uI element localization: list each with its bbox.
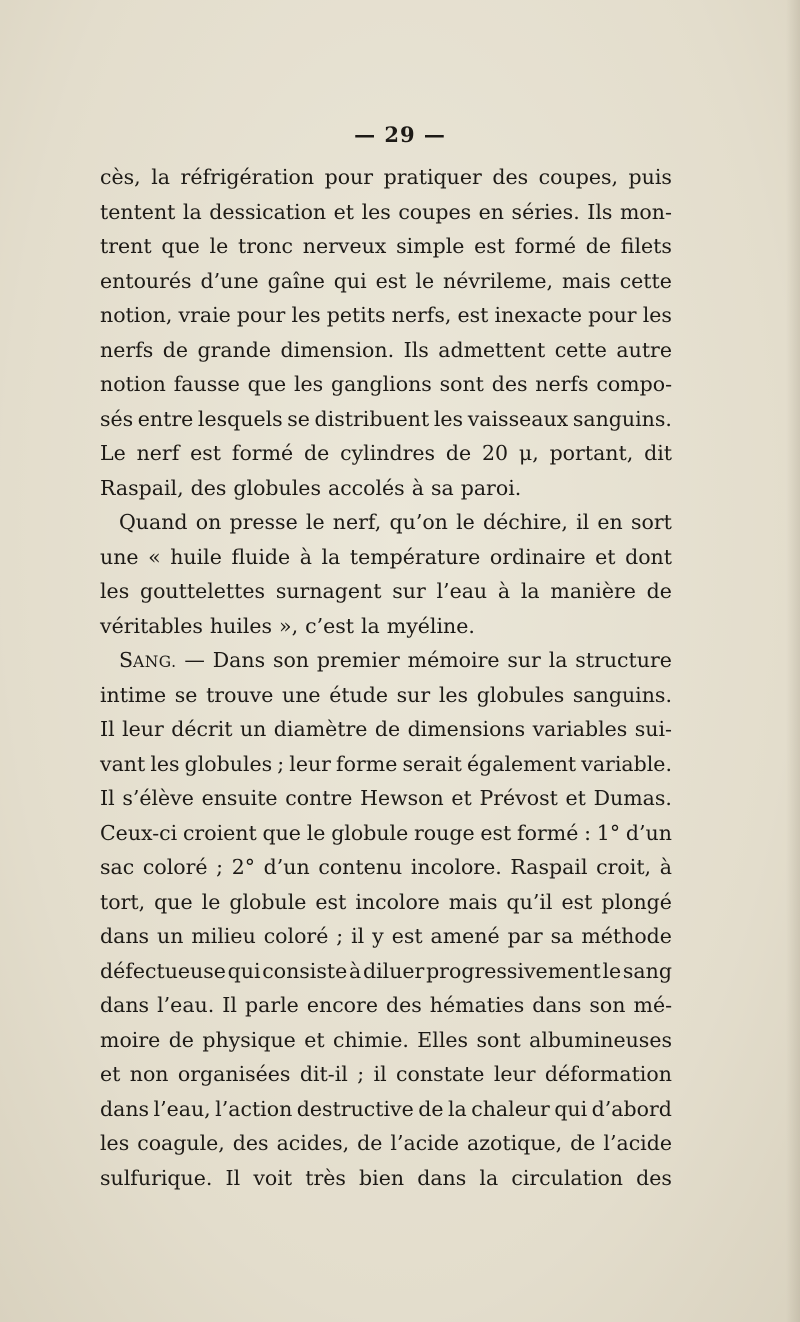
text-line: vant les globules ; leur forme serait également variable.: [100, 751, 672, 776]
text-line: intime se trouve une étude sur les globules sanguins.: [100, 682, 672, 707]
section-heading: SANG.: [119, 648, 177, 672]
text-line: Raspail, des globules accolés à sa paroi.: [100, 475, 522, 500]
text-line: défectueuse qui consiste à diluer progressivement le sang: [100, 958, 672, 983]
text-line: nerfs de grande dimension. Ils admettent cette autre: [100, 337, 672, 362]
body-text: [100, 160, 672, 1195]
text-line: Le nerf est formé de cylindres de 20 μ, portant, dit: [100, 441, 672, 465]
text-line: sés entre lesquels se distribuent les vaisseaux sanguins.: [100, 406, 672, 431]
text-line: les coagule, des acides, de l’acide azotique, de l’acide: [100, 1131, 672, 1155]
text-line: dans l’eau. Il parle encore des hématies dans son mé-: [100, 993, 672, 1017]
text-line: moire de physique et chimie. Elles sont albumineuses: [100, 1027, 672, 1052]
text-line: SANG. — Dans son premier mémoire sur la structure: [100, 643, 672, 678]
text-line: entourés d’une gaîne qui est le névrileme, mais cette: [100, 268, 672, 293]
text-line: Quand on presse le nerf, qu’on le déchire, il en sort: [119, 510, 672, 534]
text-line: sulfurique. Il voit très bien dans la circulation des: [100, 1165, 672, 1190]
text-line: notion fausse que les ganglions sont des nerfs compo-: [100, 372, 672, 396]
page-edge-shadow: [786, 0, 800, 1322]
text-line: notion, vraie pour les petits nerfs, est inexacte pour les: [100, 303, 672, 327]
text-line: Ceux-ci croient que le globule rouge est formé : 1° d’un: [100, 820, 672, 845]
text-line: dans un milieu coloré ; il y est amené par sa méthode: [100, 924, 672, 948]
text-line: sac coloré ; 2° d’un contenu incolore. Raspail croit, à: [100, 855, 672, 879]
text-line: tort, que le globule est incolore mais qu’il est plongé: [100, 889, 672, 914]
text-line: dans l’eau, l’action destructive de la chaleur qui d’abord: [100, 1096, 672, 1121]
text-line: les gouttelettes surnagent sur l’eau à la manière de: [100, 579, 672, 603]
text-line: Il leur décrit un diamètre de dimensions variables sui-: [100, 717, 672, 741]
text-line: cès, la réfrigération pour pratiquer des coupes, puis: [100, 165, 672, 189]
text-line: Il s’élève ensuite contre Hewson et Prévost et Dumas.: [100, 786, 672, 810]
text-line: et non organisées dit-il ; il constate leur déformation: [100, 1062, 672, 1086]
text-line: tentent la dessication et les coupes en séries. Ils mon-: [100, 199, 672, 224]
text-line: une « huile fluide à la température ordinaire et dont: [100, 544, 672, 569]
text-line: véritables huiles », c’est la myéline.: [100, 613, 475, 638]
text-line: trent que le tronc nerveux simple est formé de filets: [100, 234, 672, 258]
page-number: — 29 —: [354, 122, 446, 147]
